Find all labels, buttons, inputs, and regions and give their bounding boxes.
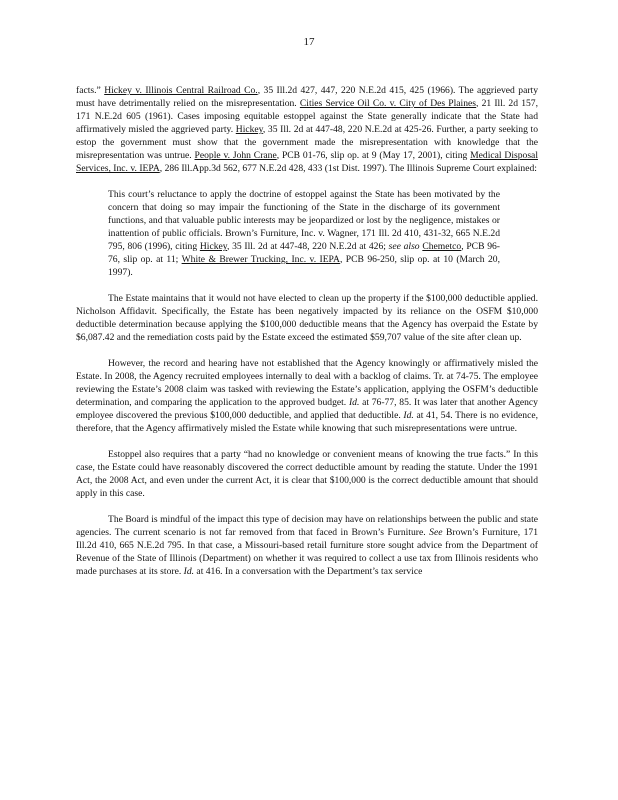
text-run: However, the record and hearing have not established that the Agency knowingly or affirmatively misled the Estate. In 2008, the Agency recruited employees internally to deal with a backlog of claims. Tr. at 74-75. The employee reviewing the Estate’s 2008 claim was tasked with reviewing the Estate’s application, applying the OSFM’s deductible determination, and comparing the application to the approved budget.	[76, 358, 538, 408]
text-run: , 35 Ill.2d 427, 447, 220 N.E.2d 415, 425 (1966). The aggrieved party must have detrimentally relied on the misrepresentation.	[76, 85, 538, 109]
case-citation: Chemetco	[422, 241, 462, 252]
text-run: Brown’s Furniture, 171 Ill.2d 410, 665 N.E.2d 795. In that case, a Missouri-based retail furniture store sought advice from the Department of Revenue of the State of Illinois (Department) on whether it was required to collect a use tax from Illinois residents who made purchases at its store.	[76, 527, 538, 577]
case-citation: Hickey	[235, 124, 263, 135]
text-run: Estoppel also requires that a party “had no knowledge or convenient means of knowing the true facts.” In this case, the Estate could have reasonably discovered the correct deductible amount by reading the statute. Under the 1991 Act, the 2008 Act, and even under the current Act, it is clear that $100,000 is the correct deductible amount that should apply in this case.	[76, 449, 538, 499]
italic-signal: Id.	[403, 410, 414, 421]
case-citation: Medical Disposal Services, Inc. v. IEPA	[76, 150, 538, 174]
italic-signal: Id.	[348, 397, 360, 408]
text-run: This court’s reluctance to apply the doctrine of estoppel against the State has been motivated by the concern that doing so may impair the functioning of the State in the discharge of its government functions, and that valuable public interests may be jeopardized or lost by the negligence, mistakes or inattention of public officials. Brown’s Furniture, Inc. v. Wagner, 171 Ill. 2d 410, 431-32, 665 N.E.2d 795, 806 (1996), citing	[108, 189, 500, 252]
text-run: , 35 Ill. 2d at 447-48, 220 N.E.2d at 426;	[226, 241, 389, 252]
block-quote	[108, 188, 500, 279]
case-citation: White & Brewer Trucking, Inc. v. IEPA	[181, 254, 340, 265]
text-run: The Estate maintains that it would not have elected to clean up the property if the $100,000 deductible applied. Nicholson Affidavit. Specifically, the Estate has been negatively impacted by its reliance on the OSFM $10,000 deductible determination because applying the $100,000 deductible means that the Agency has overpaid the Estate by $6,087.42 and the remediation costs paid by the Estate exceed the estimated $59,707 value of the site after clean up.	[76, 293, 538, 343]
text-run: , 35 Ill. 2d at 447-48, 220 N.E.2d at 425-26. Further, a party seeking to estop the government must show that the government made the misrepresentation with knowledge that the misrepresentation was untrue.	[76, 124, 539, 161]
italic-signal: see also	[388, 241, 420, 252]
text-run: at 76-77, 85. It was later that another Agency employee discovered the previous $100,000 deductible, and applied that deductible.	[76, 397, 538, 421]
text-run: , PCB 96-76, slip op. at 11;	[108, 241, 500, 265]
text-run: at 416. In a conversation with the Department’s tax service	[194, 566, 423, 577]
text-run: at 41, 54. There is no evidence, therefore, that the Agency affirmatively misled the Estate while knowing that such misrepresentations were untrue.	[76, 410, 538, 434]
text-run: , 286 Ill.App.3d 562, 677 N.E.2d 428, 433 (1st Dist. 1997). The Illinois Supreme Court explained:	[159, 163, 537, 174]
text-run: The Board is mindful of the impact this type of decision may have on relationships between the public and state agencies. The current scenario is not far removed from that faced in Brown’s Furniture.	[76, 514, 538, 538]
italic-signal: Id.	[183, 566, 195, 577]
paragraph	[76, 357, 538, 435]
italic-signal: See	[429, 527, 443, 538]
text-run: , 21 Ill. 2d 157, 171 N.E.2d 605 (1961). Cases imposing equitable estoppel against the State generally indicate that the State had affirmatively misled the aggrieved party.	[76, 98, 538, 135]
body-text	[76, 84, 538, 578]
case-citation: Hickey v. Illinois Central Railroad Co.	[104, 85, 258, 96]
case-citation: Cities Service Oil Co. v. City of Des Plaines	[299, 98, 476, 109]
case-citation: Hickey	[199, 241, 227, 252]
paragraph	[76, 84, 538, 175]
case-citation: People v. John Crane	[194, 150, 277, 161]
paragraph	[76, 292, 538, 344]
text-run: , PCB 01-76, slip op. at 9 (May 17, 2001), citing	[276, 150, 471, 161]
paragraph	[76, 448, 538, 500]
paragraph	[76, 513, 538, 578]
text-run: , PCB 96-250, slip op. at 10 (March 20, 1997).	[108, 254, 500, 278]
text-run: facts.”	[76, 85, 105, 96]
page-number: 17	[303, 36, 315, 48]
